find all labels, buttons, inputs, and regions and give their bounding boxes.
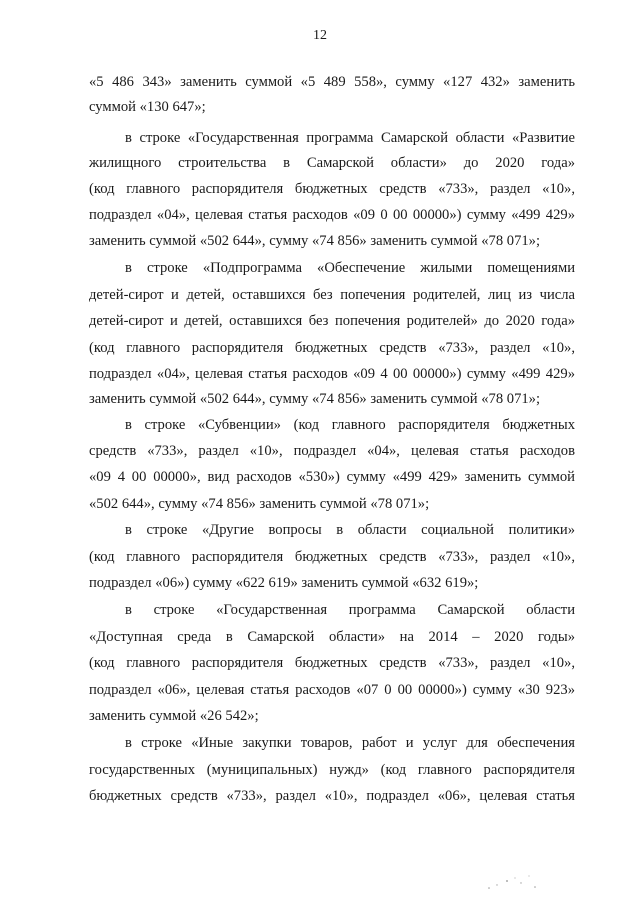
paragraph-7-line-1: в строке «Иные закупки товаров, работ и услуг для обеспечения bbox=[125, 735, 575, 751]
paragraph-2-line-1: в строке «Государственная программа Самарской области «Развитие bbox=[125, 130, 575, 146]
paragraph-6-line-4: подраздел «06», целевая статья расходов «07 0 00 00000») сумму «30 923» bbox=[89, 682, 575, 698]
paragraph-6-line-2: «Доступная среда в Самарской области» на 2014 – 2020 годы» bbox=[89, 629, 575, 645]
paragraph-3-line-6: заменить суммой «502 644», сумму «74 856» заменить суммой «78 071»; bbox=[89, 391, 541, 407]
paragraph-6-line-5: заменить суммой «26 542»; bbox=[89, 708, 259, 724]
paragraph-5-line-3: подраздел «06») сумму «622 619» заменить суммой «632 619»; bbox=[89, 575, 479, 591]
paragraph-4-line-1: в строке «Субвенции» (код главного распорядителя бюджетных bbox=[125, 417, 575, 433]
page-number: 12 bbox=[313, 28, 327, 43]
paragraph-2-line-4: подраздел «04», целевая статья расходов «09 0 00 00000») сумму «499 429» bbox=[89, 207, 575, 223]
paragraph-2-line-2: жилищного строительства в Самарской области» до 2020 года» bbox=[89, 155, 575, 171]
scan-specks-decoration bbox=[485, 868, 545, 898]
paragraph-4-line-3: «09 4 00 00000», вид расходов «530») сумму «499 429» заменить суммой bbox=[89, 469, 575, 485]
paragraph-6-line-1: в строке «Государственная программа Самарской области bbox=[125, 602, 575, 618]
paragraph-7-line-3: бюджетных средств «733», раздел «10», подраздел «06», целевая статья bbox=[89, 788, 575, 804]
paragraph-4-line-4: «502 644», сумму «74 856» заменить суммой «78 071»; bbox=[89, 496, 430, 512]
paragraph-5-line-1: в строке «Другие вопросы в области социальной политики» bbox=[125, 522, 575, 538]
paragraph-4-line-2: средств «733», раздел «10», подраздел «04», целевая статья расходов bbox=[89, 443, 575, 459]
paragraph-3-line-4: (код главного распорядителя бюджетных средств «733», раздел «10», bbox=[89, 340, 575, 356]
paragraph-3-line-5: подраздел «04», целевая статья расходов «09 4 00 00000») сумму «499 429» bbox=[89, 366, 575, 382]
paragraph-2-line-5: заменить суммой «502 644», сумму «74 856» заменить суммой «78 071»; bbox=[89, 233, 541, 249]
paragraph-1-line-2: суммой «130 647»; bbox=[89, 99, 206, 115]
paragraph-3-line-3: детей-сирот и детей, оставшихся без попечения родителей» до 2020 года» bbox=[89, 313, 575, 329]
paragraph-2-line-3: (код главного распорядителя бюджетных средств «733», раздел «10», bbox=[89, 181, 575, 197]
paragraph-5-line-2: (код главного распорядителя бюджетных средств «733», раздел «10», bbox=[89, 549, 575, 565]
paragraph-7-line-2: государственных (муниципальных) нужд» (код главного распорядителя bbox=[89, 762, 575, 778]
paragraph-3-line-2: детей-сирот и детей, оставшихся без попечения родителей, лиц из числа bbox=[89, 287, 575, 303]
paragraph-1-line-1: «5 486 343» заменить суммой «5 489 558», сумму «127 432» заменить bbox=[89, 74, 575, 90]
paragraph-3-line-1: в строке «Подпрограмма «Обеспечение жилыми помещениями bbox=[125, 260, 575, 276]
paragraph-6-line-3: (код главного распорядителя бюджетных средств «733», раздел «10», bbox=[89, 655, 575, 671]
